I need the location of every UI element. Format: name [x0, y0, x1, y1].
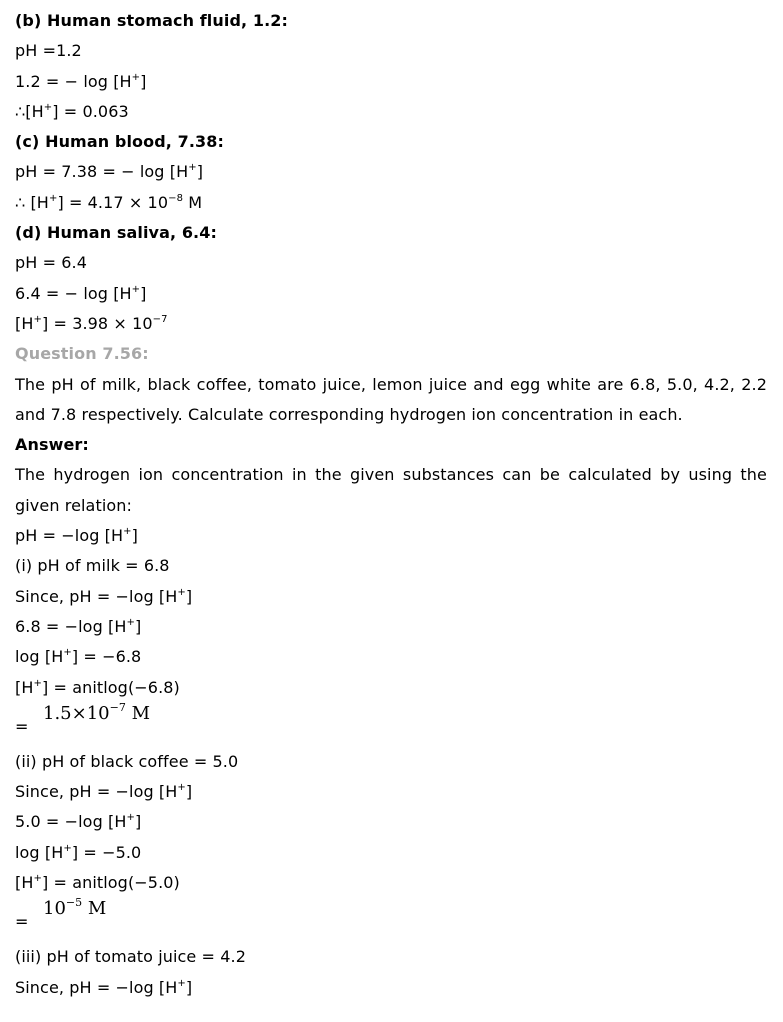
part-iii-line-1: Since, pH = −log [H+] — [15, 977, 193, 997]
part-i-result: = $1.5\times 10^{-7}$ M — [15, 700, 150, 736]
question-text: The pH of milk, black coffee, tomato juice, lemon juice and egg white are 6.8, 5.0, 4.2, 2.2 and 7.8 respectively. Calculate corresponding hydrogen ion concentration in each. — [15, 374, 767, 424]
part-b-line-3: ∴[H+] = 0.063 — [15, 101, 129, 121]
part-i-line-1: Since, pH = −log [H+] — [15, 586, 193, 606]
part-ii-line-4: [H+] = anitlog(−5.0) — [15, 873, 180, 893]
part-b-line-1: pH =1.2 — [15, 41, 82, 61]
part-i-line-4: [H+] = anitlog(−6.8) — [15, 677, 180, 697]
part-d-line-1: pH = 6.4 — [15, 253, 88, 273]
part-i-heading: (i) pH of milk = 6.8 — [15, 556, 170, 576]
part-ii-line-2: 5.0 = −log [H+] — [15, 812, 142, 832]
part-d-line-3: $[H^+] = 3.98 \times 10^{-7}$ — [15, 313, 168, 333]
part-ii-heading: (ii) pH of black coffee = 5.0 — [15, 751, 239, 771]
part-c-line-1: pH = 7.38 = − log [H+] — [15, 162, 204, 182]
part-d-line-2: 6.4 = − log [H+] — [15, 283, 147, 303]
relation-line: pH = −log [H+] — [15, 526, 138, 546]
question-number: Question 7.56: — [15, 344, 149, 364]
part-d-heading: (d) Human saliva, 6.4: — [15, 223, 217, 243]
part-iii-heading: (iii) pH of tomato juice = 4.2 — [15, 947, 246, 967]
part-i-line-2: 6.8 = −log [H+] — [15, 616, 142, 636]
answer-heading: Answer: — [15, 435, 89, 455]
part-i-line-3: log [H+] = −6.8 — [15, 647, 142, 667]
part-c-line-2: ∴ $[H^+] = 4.17 \times 10^{-8}$ M — [15, 192, 203, 212]
part-b-line-2: 1.2 = − log [H+] — [15, 71, 147, 91]
part-ii-line-1: Since, pH = −log [H+] — [15, 782, 193, 802]
part-ii-line-3: log [H+] = −5.0 — [15, 842, 142, 862]
part-b-heading: (b) Human stomach fluid, 1.2: — [15, 11, 289, 30]
answer-intro: The hydrogen ion concentration in the given substances can be calculated by using the given relation: — [15, 465, 767, 515]
part-ii-result: = $10^{-5}$ M — [15, 896, 107, 932]
part-c-heading: (c) Human blood, 7.38: — [15, 132, 224, 152]
